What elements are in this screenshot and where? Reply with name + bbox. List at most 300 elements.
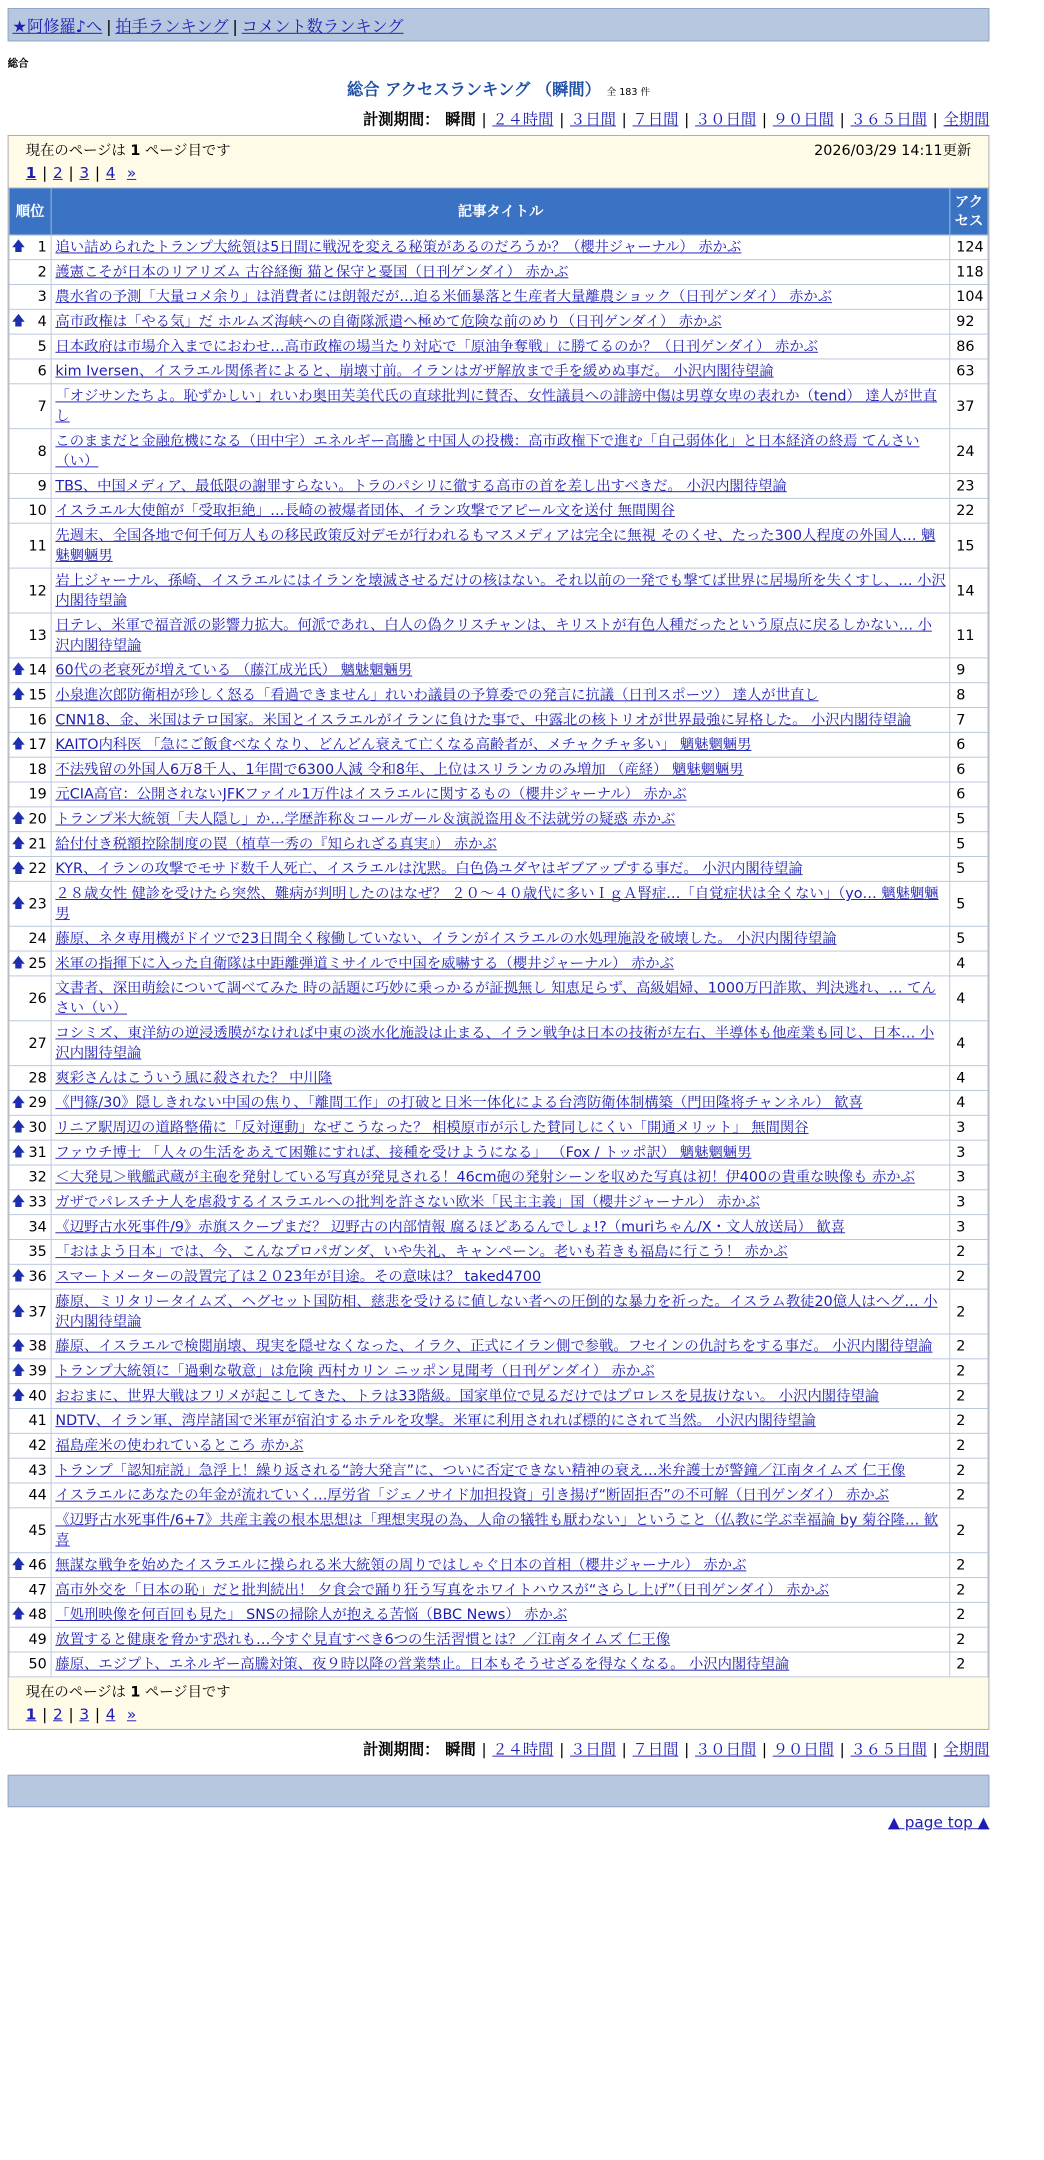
table-row [9, 708, 988, 733]
rank-cell [9, 568, 51, 613]
article-title-link[interactable]: イスラエル大使館が「受取拒絶」…長崎の被爆者団体、イラン攻撃でアピール文を送付 無間関谷 [55, 501, 675, 519]
rank-number: 13 [28, 626, 47, 644]
access-count: 6 [950, 757, 988, 782]
article-title-link[interactable]: ガザでパレスチナ人を虐殺するイスラエルへの批判を許さない欧米「民主主義」国（櫻井ジャーナル） 赤かぶ [55, 1193, 761, 1211]
period-separator: | [481, 110, 487, 129]
rank-cell [9, 658, 51, 683]
article-title-link[interactable]: 日テレ、米軍で福音派の影響力拡大。何派であれ、白人の偽クリスチャンは、キリストが有色人種だったという原点に戻るしかない… 小沢内閣待望論 [55, 616, 932, 654]
period-selector [8, 107, 990, 129]
article-title-link[interactable]: 岩上ジャーナル、孫崎、イスラエルにはイランを壊滅させるだけの核はない。それ以前の一発でも撃てば世界に居場所を失くすし、… 小沢内閣待望論 [55, 571, 946, 609]
table-row [9, 474, 988, 499]
pager-page-1[interactable]: 1 [25, 163, 37, 182]
rank-cell [9, 1021, 51, 1066]
table-row [9, 309, 988, 334]
table-row [9, 951, 988, 976]
article-title-link[interactable]: 護憲こそが日本のリアリズム 古谷経衡 猫と保守と憂国（日刊ゲンダイ） 赤かぶ [55, 262, 569, 281]
ranking-table-body [9, 235, 988, 1677]
rank-number: 29 [28, 1093, 47, 1112]
table-row [9, 498, 988, 523]
title-cell [51, 429, 950, 474]
rank-cell [9, 782, 51, 807]
page-info [9, 136, 989, 162]
period-separator: | [621, 110, 627, 129]
article-title-link[interactable]: イスラエルにあなたの年金が流れていく…厚労省「ジェノサイド加担投資」引き揚げ“断固拒否”の不可解（日刊ゲンダイ） 赤かぶ [55, 1486, 890, 1504]
rank-number: 25 [28, 954, 47, 972]
access-count: 118 [950, 260, 988, 285]
table-row [9, 359, 988, 384]
article-title-link[interactable]: 高市外交を「日本の恥」だと批判続出！ 夕食会で踊り狂う写真をホワイトハウスが“さらし上げ”（日刊ゲンダイ） 赤かぶ [55, 1580, 830, 1599]
table-row [9, 1264, 988, 1289]
table-row [9, 757, 988, 782]
title-cell [51, 1508, 950, 1553]
period-3d-link[interactable]: ３日間 [570, 1740, 616, 1759]
rank-cell [9, 1215, 51, 1240]
access-count: 8 [950, 683, 988, 708]
title-cell [51, 284, 950, 309]
access-count: 3 [950, 1115, 988, 1140]
ranking-table [9, 188, 989, 1678]
rank-number: 4 [37, 312, 47, 330]
article-title-link[interactable]: 放置すると健康を脅かす恐れも…今すぐ見直すべき6つの生活習慣とは？／江南タイムズ 仁王像 [55, 1630, 671, 1648]
access-count: 2 [950, 1334, 988, 1359]
title-cell [51, 260, 950, 285]
rank-cell [9, 683, 51, 708]
pager-separator: | [42, 1705, 48, 1724]
title-cell [51, 1165, 950, 1190]
table-row [9, 658, 988, 683]
ranking-title: 総合 アクセスランキング （瞬間） [347, 80, 601, 100]
article-title-link[interactable]: 藤原、エジプト、エネルギー高騰対策、夜９時以降の営業禁止。日本もそうせざるを得なくなる。 小沢内閣待望論 [55, 1655, 790, 1673]
table-row [9, 523, 988, 568]
updated-timestamp: 2026/03/29 14:11更新 [814, 141, 972, 159]
period-90d-link[interactable]: ９０日間 [772, 110, 834, 129]
table-row [9, 857, 988, 882]
nav-separator: | [106, 17, 112, 37]
rank-number: 16 [28, 710, 47, 729]
article-title-link[interactable]: 福島産米の使われているところ 赤かぶ [55, 1436, 304, 1454]
table-row [9, 1090, 988, 1115]
pager-page-4[interactable]: 4 [105, 1705, 116, 1724]
table-row [9, 1140, 988, 1165]
period-90d-link[interactable]: ９０日間 [772, 1740, 834, 1759]
article-title-link[interactable]: 「オジサンたちよ。恥ずかしい」れいわ奥田芙美代氏の直球批判に賛否、女性議員への誹謗中傷は男尊女卑の表れか（tend） 達人が世直し [55, 387, 938, 425]
rank-cell [9, 1553, 51, 1578]
title-cell [51, 1021, 950, 1066]
period-7d-link[interactable]: ７日間 [632, 1740, 679, 1759]
access-count: 4 [950, 1090, 988, 1115]
up-arrow-icon: 🡅 [11, 1387, 26, 1404]
rank-cell [9, 1165, 51, 1190]
title-cell [51, 359, 950, 384]
title-cell [51, 832, 950, 857]
period-separator: | [839, 110, 845, 129]
page-indicator [26, 1681, 231, 1701]
rank-number: 32 [28, 1168, 47, 1186]
access-count: 5 [950, 926, 988, 951]
up-arrow-icon: 🡅 [11, 1268, 26, 1284]
up-arrow-icon: 🡅 [11, 1363, 26, 1379]
article-title-link[interactable]: 《辺野古水死事件/9》赤旗スクープまだ？ 辺野古の内部情報 腐るほどあるんでしょ!?（muriちゃん/X・文人放送局） 歓喜 [55, 1217, 846, 1236]
page-indicator-prefix: 現在のページは [25, 141, 126, 159]
period-24h-link[interactable]: ２４時間 [492, 1740, 554, 1759]
table-row [9, 1334, 988, 1359]
page-top-link[interactable]: ▲ page top ▲ [888, 1812, 990, 1832]
article-title-link[interactable]: 追い詰められたトランプ大統領は5日間に戦況を変える秘策があるのだろうか？（櫻井ジャーナル） 赤かぶ [55, 238, 742, 256]
article-title-link[interactable]: このままだと金融危機になる（田中宇）エネルギー高騰と中国人の投機：高市政権下で進む「自己弱体化」と日本経済の終焉 てんさい（い） [55, 432, 920, 470]
title-cell [51, 309, 950, 334]
up-arrow-icon: 🡅 [11, 835, 26, 852]
period-current: 瞬間 [445, 110, 476, 129]
article-title-link[interactable]: 「おはよう日本」では、今、こんなプロパガンダ、いや失礼、キャンペーン。老いも若きも福島に行こう！ 赤かぶ [55, 1242, 788, 1261]
rank-number: 15 [28, 686, 47, 704]
pager-next[interactable]: » [126, 163, 137, 182]
title-cell [51, 1433, 950, 1458]
article-title-link[interactable]: トランプ「認知症説」急浮上！繰り返される“誇大発言”に、ついに否定できない精神の衰え…米弁護士が警鐘／江南タイムズ 仁王像 [55, 1461, 906, 1479]
title-cell [51, 1289, 950, 1334]
pager-page-4[interactable]: 4 [105, 163, 116, 182]
access-count: 14 [950, 568, 988, 613]
article-title-link[interactable]: 文書者、深田萌絵について調べてみた 時の話題に巧妙に乗っかるが証拠無し 知恵足らず、高級娼婦、1000万円詐欺、判決逃れ、… てんさい（い） [55, 979, 936, 1017]
pager-page-3[interactable]: 3 [79, 1705, 90, 1724]
period-separator: | [932, 1740, 938, 1759]
rank-number: 37 [28, 1302, 47, 1320]
rank-number: 28 [28, 1069, 47, 1087]
rank-number: 33 [28, 1193, 47, 1211]
rank-cell [9, 474, 51, 499]
title-cell [51, 857, 950, 882]
rank-number: 2 [37, 262, 47, 281]
article-title-link[interactable]: 小泉進次郎防衛相が珍しく怒る「看過できません」れいわ議員の予算委での発言に抗議（日刊スポーツ） 達人が世直し [55, 686, 819, 704]
rank-number: 31 [28, 1143, 47, 1161]
rank-number: 44 [28, 1486, 47, 1504]
article-title-link[interactable]: ファウチ博士 「人々の生活をあえて困難にすれば、接種を受けようになる」 （Fox / トッポ訳） 魑魅魍魎男 [55, 1143, 752, 1161]
rank-cell [9, 1508, 51, 1553]
table-row [9, 1433, 988, 1458]
title-cell [51, 881, 950, 926]
rank-number: 27 [28, 1034, 47, 1052]
rank-number: 12 [28, 581, 47, 599]
article-title-link[interactable]: KYR、イランの攻撃でモサド数千人死亡、イスラエルは沈黙。白色偽ユダヤはギブアップする事だ。 小沢内閣待望論 [55, 859, 803, 878]
article-title-link[interactable]: おおまに、世界大戦はフリメが起こしてきた、トラは33階級。国家単位で見るだけではプロレスを見抜けない。 小沢内閣待望論 [55, 1387, 880, 1405]
access-count: 104 [950, 284, 988, 309]
rank-cell [9, 1359, 51, 1384]
pager-separator: | [94, 163, 100, 182]
title-cell [51, 1115, 950, 1140]
rank-cell [9, 613, 51, 658]
table-row [9, 1215, 988, 1240]
article-title-link[interactable]: 《門篠/30》隠しきれない中国の焦り、「離間工作」の打破と日米一体化による台湾防衛体制構築（門田隆将チャンネル） 歓喜 [55, 1093, 863, 1112]
access-count: 86 [950, 334, 988, 359]
rank-cell [9, 1090, 51, 1115]
total-count: 全 183 件 [606, 87, 651, 98]
up-arrow-icon: 🡅 [11, 736, 26, 752]
article-title-link[interactable]: 60代の老衰死が増えている （藤江成光氏） 魑魅魍魎男 [55, 661, 413, 679]
page-title [0, 76, 997, 100]
access-count: 3 [950, 1190, 988, 1215]
article-title-link[interactable]: kim Iversen、イスラエル関係者によると、崩壊寸前。イランはガザ解放まで手を緩めぬ事だ。 小沢内閣待望論 [55, 362, 774, 380]
period-7d-link[interactable]: ７日間 [632, 110, 679, 129]
pager-page-2[interactable]: 2 [53, 1705, 63, 1724]
top-navigation-bar [8, 8, 990, 41]
table-row [9, 732, 988, 757]
article-title-link[interactable]: スマートメーターの設置完了は２０23年が目途。その意味は？ taked4700 [55, 1267, 542, 1285]
table-row [9, 568, 988, 613]
title-cell [51, 1140, 950, 1165]
rank-number: 10 [28, 501, 47, 519]
rank-cell [9, 757, 51, 782]
bottom-bar [8, 1775, 990, 1807]
access-count: 92 [950, 309, 988, 334]
period-3d-link[interactable]: ３日間 [570, 110, 616, 129]
table-row [9, 683, 988, 708]
access-count: 2 [950, 1483, 988, 1508]
access-count: 5 [950, 857, 988, 882]
rank-cell [9, 260, 51, 285]
rank-cell [9, 1264, 51, 1289]
article-title-link[interactable]: 農水省の予測「大量コメ余り」は消費者には朗報だが…迫る米価暴落と生産者大量離農ショック（日刊ゲンダイ） 赤かぶ [55, 287, 833, 306]
period-separator: | [684, 110, 690, 129]
rank-cell [9, 1140, 51, 1165]
pager-page-2[interactable]: 2 [53, 163, 63, 182]
title-cell [51, 951, 950, 976]
access-count: 3 [950, 1140, 988, 1165]
article-title-link[interactable]: 《辺野古水死事件/6+7》共産主義の根本思想は「理想実現の為、人命の犠牲も厭わない」ということ（仏教に学ぶ幸福論 by 菊谷隆… 歓喜 [55, 1511, 939, 1549]
clap-ranking-link[interactable]: 拍手ランキング [115, 17, 229, 37]
table-row [9, 1359, 988, 1384]
rank-cell [9, 1409, 51, 1434]
title-cell [51, 1458, 950, 1483]
table-row [9, 1165, 988, 1190]
article-title-link[interactable]: TBS、中国メディア、最低限の謝罪すらない。トラのパシリに徹する高市の首を差し出すべきだ。 小沢内閣待望論 [55, 476, 787, 495]
period-selector-bottom [8, 1738, 990, 1760]
period-label: 計測期間： [363, 110, 440, 129]
article-title-link[interactable]: トランプ米大統領「夫人隠し」か…学歴詐称＆コールガール＆演説盗用＆不法就労の疑惑 赤かぶ [55, 810, 676, 828]
up-arrow-icon: 🡅 [11, 239, 26, 255]
table-row [9, 1458, 988, 1483]
rank-number: 40 [28, 1387, 47, 1405]
article-title-link[interactable]: コシミズ、東洋紡の逆浸透膜がなければ中東の淡水化施設は止まる、イラン戦争は日本の技術が左右、半導体も他産業も同じ、日本… 小沢内閣待望論 [55, 1024, 935, 1062]
article-title-link[interactable]: 「処刑映像を何百回も見た」 SNSの掃除人が抱える苦悩（BBC News） 赤かぶ [55, 1605, 568, 1623]
table-row [9, 782, 988, 807]
rank-cell [9, 1384, 51, 1409]
title-cell [51, 523, 950, 568]
access-count: 11 [950, 613, 988, 658]
title-cell [51, 1359, 950, 1384]
rank-cell [9, 1334, 51, 1359]
rank-cell [9, 857, 51, 882]
title-cell [51, 1066, 950, 1091]
table-row [9, 1239, 988, 1264]
title-cell [51, 235, 950, 260]
article-title-link[interactable]: KAITO内科医 「急にご飯食べなくなり、どんどん衰えて亡くなる高齢者が、メチャクチャ多い」 魑魅魍魎男 [55, 735, 752, 753]
pager-top [9, 162, 989, 188]
rank-cell [9, 708, 51, 733]
title-cell [51, 1264, 950, 1289]
rank-number: 9 [37, 476, 47, 495]
period-current: 瞬間 [445, 1740, 476, 1759]
table-row [9, 384, 988, 429]
access-count: 22 [950, 498, 988, 523]
article-title-link[interactable]: 給付付き税額控除制度の罠（植草一秀の『知られざる真実』） 赤かぶ [55, 835, 497, 853]
rank-number: 24 [28, 929, 47, 947]
title-cell [51, 1652, 950, 1677]
access-count: 23 [950, 474, 988, 499]
rank-number: 34 [28, 1217, 47, 1236]
table-row [9, 1021, 988, 1066]
article-title-link[interactable]: 藤原、イスラエルで検閲崩壊、現実を隠せなくなった、イラク、正式にイラン側で参戦。フセインの仇討ちをする事だ。 小沢内閣待望論 [55, 1337, 933, 1355]
page-indicator-prefix: 現在のページは [25, 1683, 126, 1701]
title-cell [51, 1090, 950, 1115]
table-row [9, 284, 988, 309]
access-count: 2 [950, 1553, 988, 1578]
up-arrow-icon: 🡅 [11, 1303, 26, 1319]
period-all-link[interactable]: 全期間 [943, 1740, 990, 1759]
table-row [9, 976, 988, 1021]
article-title-link[interactable]: 藤原、ミリタリータイムズ、ヘグセット国防相、慈悲を受けるに値しない者への圧倒的な暴力を祈った。イスラム教徒20億人はヘグ… 小沢内閣待望論 [55, 1292, 938, 1330]
access-count: 2 [950, 1359, 988, 1384]
access-count: 7 [950, 708, 988, 733]
period-all-link[interactable]: 全期間 [943, 110, 990, 129]
title-cell [51, 1627, 950, 1652]
rank-cell [9, 832, 51, 857]
access-count: 63 [950, 359, 988, 384]
rank-cell [9, 881, 51, 926]
article-title-link[interactable]: 米軍の指揮下に入った自衛隊は中距離弾道ミサイルで中国を威嚇する（櫻井ジャーナル） 赤かぶ [55, 954, 674, 972]
access-count: 2 [950, 1264, 988, 1289]
article-title-link[interactable]: 不法残留の外国人6万8千人、1年間で6300人減 令和8年、上位はスリランカのみ増加 （産経） 魑魅魍魎男 [55, 760, 744, 778]
rank-cell [9, 1458, 51, 1483]
table-row [9, 1289, 988, 1334]
rank-number: 26 [28, 989, 47, 1007]
access-count: 4 [950, 951, 988, 976]
pager-page-1[interactable]: 1 [25, 1705, 37, 1724]
period-30d-link[interactable]: ３０日間 [695, 110, 757, 129]
access-count: 6 [950, 782, 988, 807]
rank-cell [9, 1239, 51, 1264]
article-title-link[interactable]: NDTV、イラン軍、湾岸諸国で米軍が宿泊するホテルを攻撃。米軍に利用されれば標的にされて当然。 小沢内閣待望論 [55, 1411, 816, 1430]
title-cell [51, 757, 950, 782]
access-count: 4 [950, 1021, 988, 1066]
access-count: 5 [950, 832, 988, 857]
table-row [9, 1066, 988, 1091]
rank-cell [9, 1433, 51, 1458]
access-count: 2 [950, 1458, 988, 1483]
table-row [9, 1652, 988, 1677]
rank-number: 6 [37, 362, 47, 380]
table-row [9, 334, 988, 359]
rank-cell [9, 1483, 51, 1508]
up-arrow-icon: 🡅 [11, 895, 26, 911]
access-count: 3 [950, 1165, 988, 1190]
access-count: 4 [950, 976, 988, 1021]
article-title-link[interactable]: ＜大発見＞戦艦武蔵が主砲を発射している写真が発見される！46cm砲の発射シーンを収めた写真は初！伊400の貴重な映像も 赤かぶ [55, 1168, 915, 1186]
article-title-link[interactable]: ２８歳女性 健診を受けたら突然、難病が判明したのはなぜ？ ２０～４０歳代に多いＩｇＡ腎症…「自覚症状は全くない」（yo… 魑魅魍魎男 [55, 884, 939, 922]
access-count: 24 [950, 429, 988, 474]
rank-cell [9, 951, 51, 976]
article-title-link[interactable]: 高市政権は「やる気」だ ホルムズ海峡への自衛隊派遣へ極めて危険な前のめり（日刊ゲンダイ） 赤かぶ [55, 312, 722, 330]
table-row [9, 832, 988, 857]
rank-number: 5 [37, 337, 47, 355]
rank-number: 23 [28, 894, 47, 912]
up-arrow-icon: 🡅 [11, 313, 26, 329]
rank-number: 42 [28, 1436, 47, 1454]
page-indicator-suffix: ページ目です [144, 1683, 231, 1701]
title-cell [51, 658, 950, 683]
article-title-link[interactable]: リニア駅周辺の道路整備に「反対運動」なぜこうなった？ 相模原市が示した賛同しにくい「開通メリット」 無間関谷 [55, 1118, 809, 1136]
period-365d-link[interactable]: ３６５日間 [850, 110, 927, 129]
article-title-link[interactable]: 日本政府は市場介入までにおわせ…高市政権の場当たり対応で「原油争奪戦」に勝てるのか？（日刊ゲンダイ） 赤かぶ [55, 337, 819, 355]
article-title-link[interactable]: CNN18、金、米国はテロ国家。米国とイスラエルがイランに負けた事で、中露北の核トリオが世界最強に昇格した。 小沢内閣待望論 [55, 710, 912, 729]
rank-number: 47 [28, 1580, 47, 1599]
section-label: 総合 [7, 56, 29, 70]
rank-cell [9, 309, 51, 334]
rank-cell [9, 926, 51, 951]
comment-ranking-link[interactable]: コメント数ランキング [241, 17, 404, 37]
article-title-link[interactable]: 元CIA高官：公開されないJFKファイル1万件はイスラエルに関するもの（櫻井ジャーナル） 赤かぶ [55, 785, 687, 803]
period-30d-link[interactable]: ３０日間 [695, 1740, 757, 1759]
rank-cell [9, 384, 51, 429]
title-cell [51, 708, 950, 733]
title-cell [51, 1553, 950, 1578]
article-title-link[interactable]: 爽彩さんはこういう風に殺された？ 中川隆 [55, 1069, 333, 1087]
rank-cell [9, 732, 51, 757]
period-24h-link[interactable]: ２４時間 [492, 110, 554, 129]
title-cell [51, 1215, 950, 1240]
up-arrow-icon: 🡅 [11, 1606, 26, 1622]
up-arrow-icon: 🡅 [11, 1338, 26, 1354]
rank-number: 35 [28, 1242, 47, 1261]
access-count: 3 [950, 1215, 988, 1240]
up-arrow-icon: 🡅 [11, 1194, 26, 1210]
access-count: 124 [950, 235, 988, 260]
rank-cell [9, 1190, 51, 1215]
article-title-link[interactable]: 無謀な戦争を始めたイスラエルに操られる米大統領の周りではしゃぐ日本の首相（櫻井ジャーナル） 赤かぶ [55, 1556, 747, 1574]
rank-number: 17 [28, 735, 47, 753]
article-title-link[interactable]: 先週末、全国各地で何千何万人もの移民政策反対デモが行われるもマスメディアは完全に無視 そのくせ、たった300人程度の外国人… 魑魅魍魎男 [55, 526, 936, 564]
access-count: 2 [950, 1289, 988, 1334]
rank-cell [9, 429, 51, 474]
table-row [9, 1602, 988, 1627]
period-separator: | [481, 1740, 487, 1759]
article-title-link[interactable]: 藤原、ネタ専用機がドイツで23日間全く稼働していない、イランがイスラエルの水処理施設を破壊した。 小沢内閣待望論 [55, 929, 837, 947]
period-365d-link[interactable]: ３６５日間 [850, 1740, 927, 1759]
access-count: 2 [950, 1602, 988, 1627]
rank-number: 22 [28, 859, 47, 878]
title-cell [51, 782, 950, 807]
pager-separator: | [42, 163, 48, 182]
pager-separator: | [94, 1705, 100, 1724]
pager-next[interactable]: » [126, 1705, 137, 1724]
title-cell [51, 334, 950, 359]
title-cell [51, 926, 950, 951]
rank-number: 11 [28, 536, 47, 554]
rank-number: 46 [28, 1556, 47, 1574]
title-cell [51, 384, 950, 429]
rank-number: 21 [28, 835, 47, 853]
access-count: 2 [950, 1384, 988, 1409]
table-row [9, 1115, 988, 1140]
title-cell [51, 568, 950, 613]
rank-number: 7 [37, 397, 47, 415]
table-row [9, 235, 988, 260]
rank-number: 36 [28, 1267, 47, 1285]
title-cell [51, 807, 950, 832]
home-link[interactable]: ★阿修羅♪へ [12, 17, 103, 37]
rank-number: 19 [28, 785, 47, 803]
article-title-link[interactable]: トランプ大統領に「過剰な敬意」は危険 西村カリン ニッポン見聞考（日刊ゲンダイ） 赤かぶ [55, 1362, 655, 1380]
rank-cell [9, 976, 51, 1021]
pager-page-3[interactable]: 3 [79, 163, 90, 182]
